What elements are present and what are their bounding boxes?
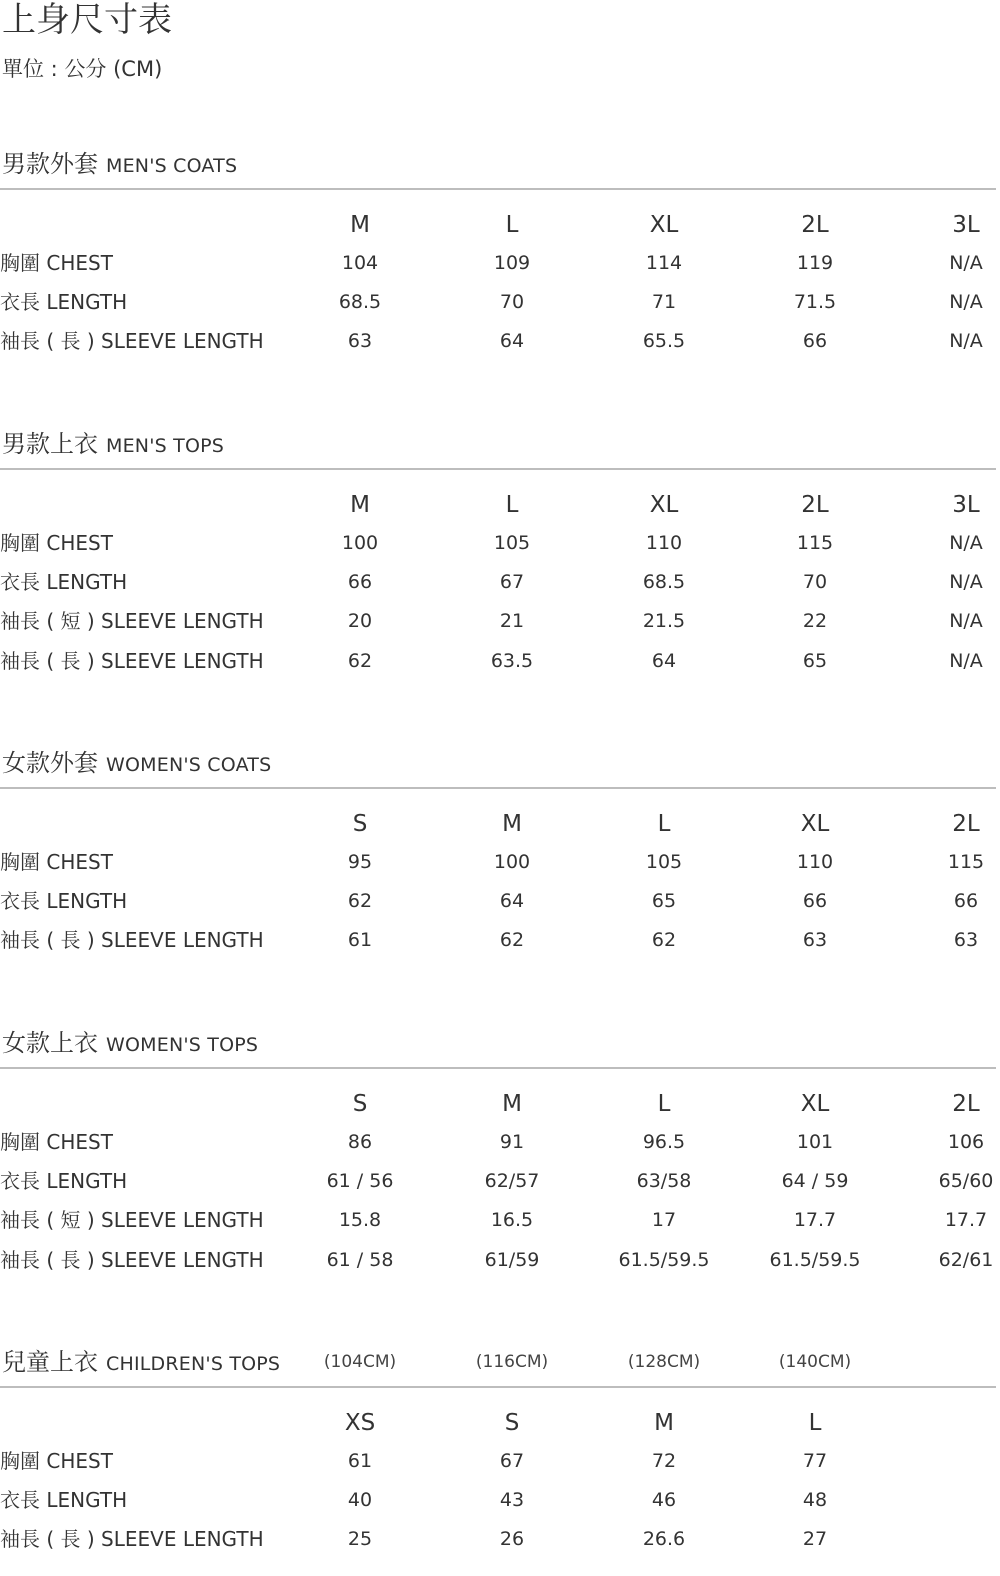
measurement-value: 70	[499, 291, 525, 314]
measurement-value: 71	[651, 291, 677, 314]
section-divider	[0, 468, 996, 470]
section-heading	[2, 1025, 258, 1061]
measurement-value: 61	[347, 1450, 373, 1472]
measurement-value: 67	[499, 571, 525, 594]
measurement-value: 68.5	[338, 291, 382, 314]
size-column-header: XL	[649, 492, 679, 518]
measurement-value: 104	[341, 252, 379, 274]
measurement-value: 46	[651, 1489, 677, 1512]
measurement-value: 95	[347, 851, 373, 873]
measurement-value: 105	[645, 851, 683, 873]
measurement-value: 26.6	[642, 1528, 686, 1551]
size-column-header: XL	[800, 811, 830, 837]
measurement-value: N/A	[949, 610, 983, 633]
size-column-header: 3L	[952, 212, 980, 238]
measurement-label: 胸圍 CHEST	[0, 531, 113, 555]
measurement-value: 40	[347, 1489, 373, 1512]
measurement-value: 105	[493, 532, 531, 554]
size-column-header: 3L	[952, 492, 980, 518]
measurement-value: 25	[347, 1528, 373, 1551]
measurement-value: 15.8	[338, 1209, 382, 1232]
page-title: 上身尺寸表	[2, 0, 172, 40]
size-column-header: L	[505, 212, 519, 238]
size-column-header: XS	[344, 1410, 376, 1436]
section-title-zh: 女款外套	[2, 749, 98, 777]
section-divider	[0, 1067, 996, 1069]
measurement-value: 114	[645, 252, 683, 274]
measurement-label: 衣長 LENGTH	[0, 889, 128, 914]
section-heading	[2, 426, 224, 462]
size-column-header: S	[352, 811, 368, 837]
measurement-value: 64	[499, 890, 525, 913]
measurement-value: 65/60	[938, 1170, 994, 1193]
section-title-en: MEN'S COATS	[106, 155, 238, 177]
section-heading	[2, 745, 271, 781]
size-column-header: L	[808, 1410, 822, 1436]
measurement-value: 62/57	[484, 1170, 540, 1193]
measurement-label: 袖長 ( 長 ) SLEEVE LENGTH	[0, 648, 264, 673]
measurement-value: 61	[347, 929, 373, 952]
measurement-value: 65	[651, 890, 677, 913]
measurement-value: 66	[802, 330, 828, 353]
measurement-value: 26	[499, 1528, 525, 1551]
measurement-value: 62	[651, 929, 677, 952]
section-title-zh: 兒童上衣	[2, 1348, 98, 1376]
size-column-header: M	[350, 492, 370, 518]
measurement-label: 胸圍 CHEST	[0, 1449, 113, 1473]
section-heading	[2, 1344, 280, 1380]
measurement-label: 胸圍 CHEST	[0, 850, 113, 874]
size-column-header: L	[657, 1091, 671, 1117]
measurement-value: 77	[802, 1450, 828, 1472]
measurement-value: 63/58	[636, 1170, 692, 1193]
size-column-header: M	[502, 1091, 522, 1117]
size-column-header: L	[505, 492, 519, 518]
measurement-value: 64	[651, 649, 677, 672]
measurement-value: N/A	[949, 532, 983, 554]
measurement-value: 17.7	[944, 1209, 988, 1232]
size-column-header: M	[350, 212, 370, 238]
measurement-label: 袖長 ( 長 ) SLEEVE LENGTH	[0, 329, 264, 354]
measurement-value: 66	[802, 890, 828, 913]
measurement-value: 62	[347, 649, 373, 672]
section-heading	[2, 146, 237, 182]
section-title-zh: 男款外套	[2, 150, 98, 178]
measurement-label: 袖長 ( 長 ) SLEEVE LENGTH	[0, 928, 264, 953]
measurement-value: 115	[947, 851, 985, 873]
measurement-value: 16.5	[490, 1209, 534, 1232]
section-divider	[0, 188, 996, 190]
measurement-value: 67	[499, 1450, 525, 1472]
measurement-value: 62	[347, 890, 373, 913]
measurement-value: 63	[802, 929, 828, 952]
measurement-label: 衣長 LENGTH	[0, 290, 128, 315]
measurement-value: 86	[347, 1131, 373, 1153]
section-title-en: WOMEN'S COATS	[106, 754, 272, 776]
measurement-value: 22	[802, 610, 828, 633]
size-column-header: L	[657, 811, 671, 837]
measurement-value: 100	[341, 532, 379, 554]
measurement-label: 衣長 LENGTH	[0, 570, 128, 595]
measurement-value: 17.7	[793, 1209, 837, 1232]
size-column-header: XL	[800, 1091, 830, 1117]
measurement-value: 68.5	[642, 571, 686, 594]
measurement-value: 21	[499, 610, 525, 633]
measurement-value: 20	[347, 610, 373, 633]
measurement-value: N/A	[949, 649, 983, 672]
measurement-value: 115	[796, 532, 834, 554]
measurement-label: 袖長 ( 長 ) SLEEVE LENGTH	[0, 1527, 264, 1552]
measurement-label: 胸圍 CHEST	[0, 1130, 113, 1154]
measurement-value: 119	[796, 252, 834, 274]
measurement-label: 袖長 ( 短 ) SLEEVE LENGTH	[0, 609, 264, 634]
section-title-en: WOMEN'S TOPS	[106, 1034, 259, 1056]
measurement-value: 106	[947, 1131, 985, 1153]
measurement-value: 21.5	[642, 610, 686, 633]
measurement-value: 62/61	[938, 1248, 994, 1271]
size-subheader: (140CM)	[778, 1352, 852, 1372]
measurement-value: 61 / 56	[326, 1170, 394, 1193]
measurement-value: 62	[499, 929, 525, 952]
section-title-zh: 男款上衣	[2, 430, 98, 458]
size-column-header: 2L	[952, 811, 980, 837]
size-column-header: S	[352, 1091, 368, 1117]
measurement-label: 胸圍 CHEST	[0, 251, 113, 275]
measurement-value: 96.5	[642, 1131, 686, 1153]
measurement-value: 101	[796, 1131, 834, 1153]
measurement-value: 61.5/59.5	[618, 1248, 710, 1271]
measurement-value: 17	[651, 1209, 677, 1232]
measurement-value: 61/59	[484, 1248, 540, 1271]
section-title-en: CHILDREN'S TOPS	[106, 1353, 281, 1375]
size-column-header: 2L	[952, 1091, 980, 1117]
measurement-value: 70	[802, 571, 828, 594]
measurement-value: 61.5/59.5	[769, 1248, 861, 1271]
section-title-en: MEN'S TOPS	[106, 435, 225, 457]
measurement-value: 71.5	[793, 291, 837, 314]
measurement-value: 91	[499, 1131, 525, 1153]
measurement-value: 72	[651, 1450, 677, 1472]
measurement-label: 衣長 LENGTH	[0, 1169, 128, 1194]
measurement-label: 袖長 ( 長 ) SLEEVE LENGTH	[0, 1247, 264, 1272]
measurement-value: N/A	[949, 291, 983, 314]
size-column-header: S	[504, 1410, 520, 1436]
measurement-value: N/A	[949, 330, 983, 353]
measurement-value: 66	[953, 890, 979, 913]
measurement-value: 63	[953, 929, 979, 952]
measurement-value: 27	[802, 1528, 828, 1551]
measurement-value: 48	[802, 1489, 828, 1512]
measurement-value: 109	[493, 252, 531, 274]
measurement-value: 110	[645, 532, 683, 554]
measurement-value: 110	[796, 851, 834, 873]
size-column-header: 2L	[801, 212, 829, 238]
measurement-value: 100	[493, 851, 531, 873]
measurement-value: 66	[347, 571, 373, 594]
section-divider	[0, 787, 996, 789]
section-divider	[0, 1386, 996, 1388]
measurement-value: 63.5	[490, 649, 534, 672]
size-column-header: M	[654, 1410, 674, 1436]
section-title-zh: 女款上衣	[2, 1029, 98, 1057]
measurement-value: N/A	[949, 252, 983, 274]
measurement-value: 61 / 58	[326, 1248, 394, 1271]
size-column-header: XL	[649, 212, 679, 238]
size-column-header: 2L	[801, 492, 829, 518]
measurement-value: 65	[802, 649, 828, 672]
unit-note: 單位 : 公分 (CM)	[2, 57, 163, 81]
measurement-value: N/A	[949, 571, 983, 594]
measurement-value: 63	[347, 330, 373, 353]
measurement-value: 65.5	[642, 330, 686, 353]
size-subheader: (116CM)	[475, 1352, 549, 1372]
size-column-header: M	[502, 811, 522, 837]
measurement-value: 64 / 59	[781, 1170, 849, 1193]
measurement-label: 衣長 LENGTH	[0, 1488, 128, 1513]
measurement-value: 43	[499, 1489, 525, 1512]
size-subheader: (128CM)	[627, 1352, 701, 1372]
measurement-label: 袖長 ( 短 ) SLEEVE LENGTH	[0, 1208, 264, 1233]
size-subheader: (104CM)	[323, 1352, 397, 1372]
measurement-value: 64	[499, 330, 525, 353]
